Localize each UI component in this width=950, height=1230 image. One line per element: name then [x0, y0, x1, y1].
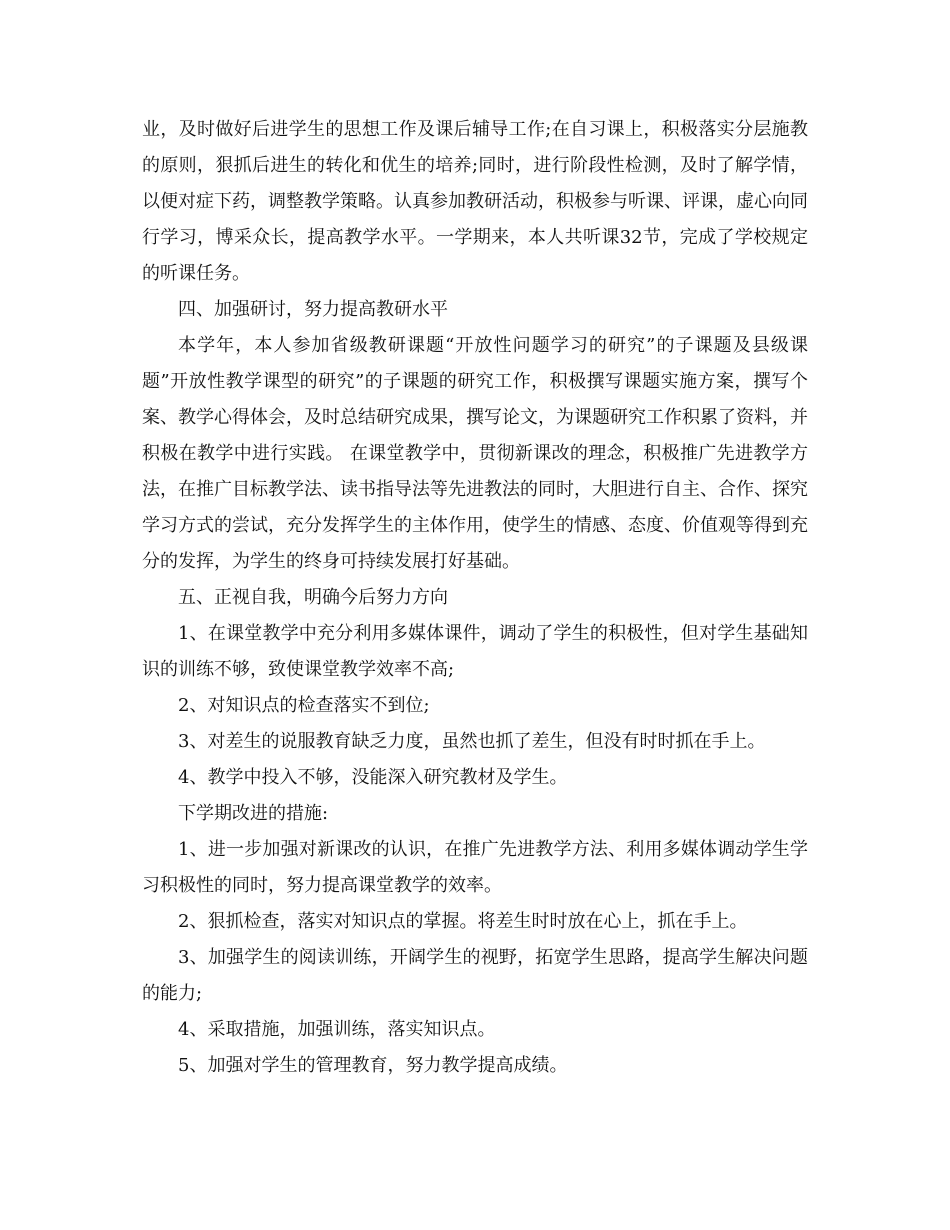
- shortcoming-item-3: 3、对差生的说服教育缺乏力度，虽然也抓了差生，但没有时时抓在手上。: [178, 731, 766, 752]
- shortcoming-item-4: 4、教学中投入不够，没能深入研究教材及学生。: [178, 767, 568, 788]
- improvement-heading: 下学期改进的措施:: [178, 803, 329, 824]
- improvement-item-3: 3、加强学生的阅读训练，开阔学生的视野，拓宽学生思路，提高学生解决问题的能力;: [142, 947, 808, 1004]
- improvement-item-5: 5、加强对学生的管理教育，努力教学提高成绩。: [178, 1055, 568, 1076]
- section-heading-4: 四、加强研讨，努力提高教研水平: [178, 299, 448, 320]
- shortcoming-item-1: 1、在课堂教学中充分利用多媒体课件，调动了学生的积极性，但对学生基础知识的训练不够，致使课堂教学效率不高;: [142, 623, 808, 680]
- document-body: [142, 112, 808, 1084]
- paragraph-continued: 业，及时做好后进学生的思想工作及课后辅导工作;在自习课上，积极落实分层施教的原则，狠抓后进生的转化和优生的培养;同时，进行阶段性检测，及时了解学情，以便对症下药，调整教学策略。认真参加教研活动，积极参与听课、评课，虚心向同行学习，博采众长，提高教学水平。一学期来，本人共听课32节，完成了学校规定的听课任务。: [142, 119, 808, 284]
- improvement-item-4: 4、采取措施，加强训练，落实知识点。: [178, 1019, 496, 1040]
- improvement-item-1: 1、进一步加强对新课改的认识，在推广先进教学方法、利用多媒体调动学生学习积极性的同时，努力提高课堂教学的效率。: [142, 839, 808, 896]
- shortcoming-item-2: 2、对知识点的检查落实不到位;: [178, 695, 430, 716]
- section-heading-5: 五、正视自我，明确今后努力方向: [178, 587, 448, 608]
- paragraph-research: 本学年，本人参加省级教研课题“开放性问题学习的研究”的子课题及县级课题”开放性教学课型的研究”的子课题的研究工作，积极撰写课题实施方案，撰写个案、教学心得体会，及时总结研究成果，撰写论文，为课题研究工作积累了资料，并积极在教学中进行实践。 在课堂教学中，贯彻新课改的理念，积极推广先进教学方法，在推广目标教学法、读书指导法等先进教法的同时，大胆进行自主、合作、探究学习方式的尝试，充分发挥学生的主体作用，使学生的情感、态度、价值观等得到充分的发挥，为学生的终身可持续发展打好基础。: [142, 335, 808, 572]
- improvement-item-2: 2、狠抓检查，落实对知识点的掌握。将差生时时放在心上，抓在手上。: [178, 911, 748, 932]
